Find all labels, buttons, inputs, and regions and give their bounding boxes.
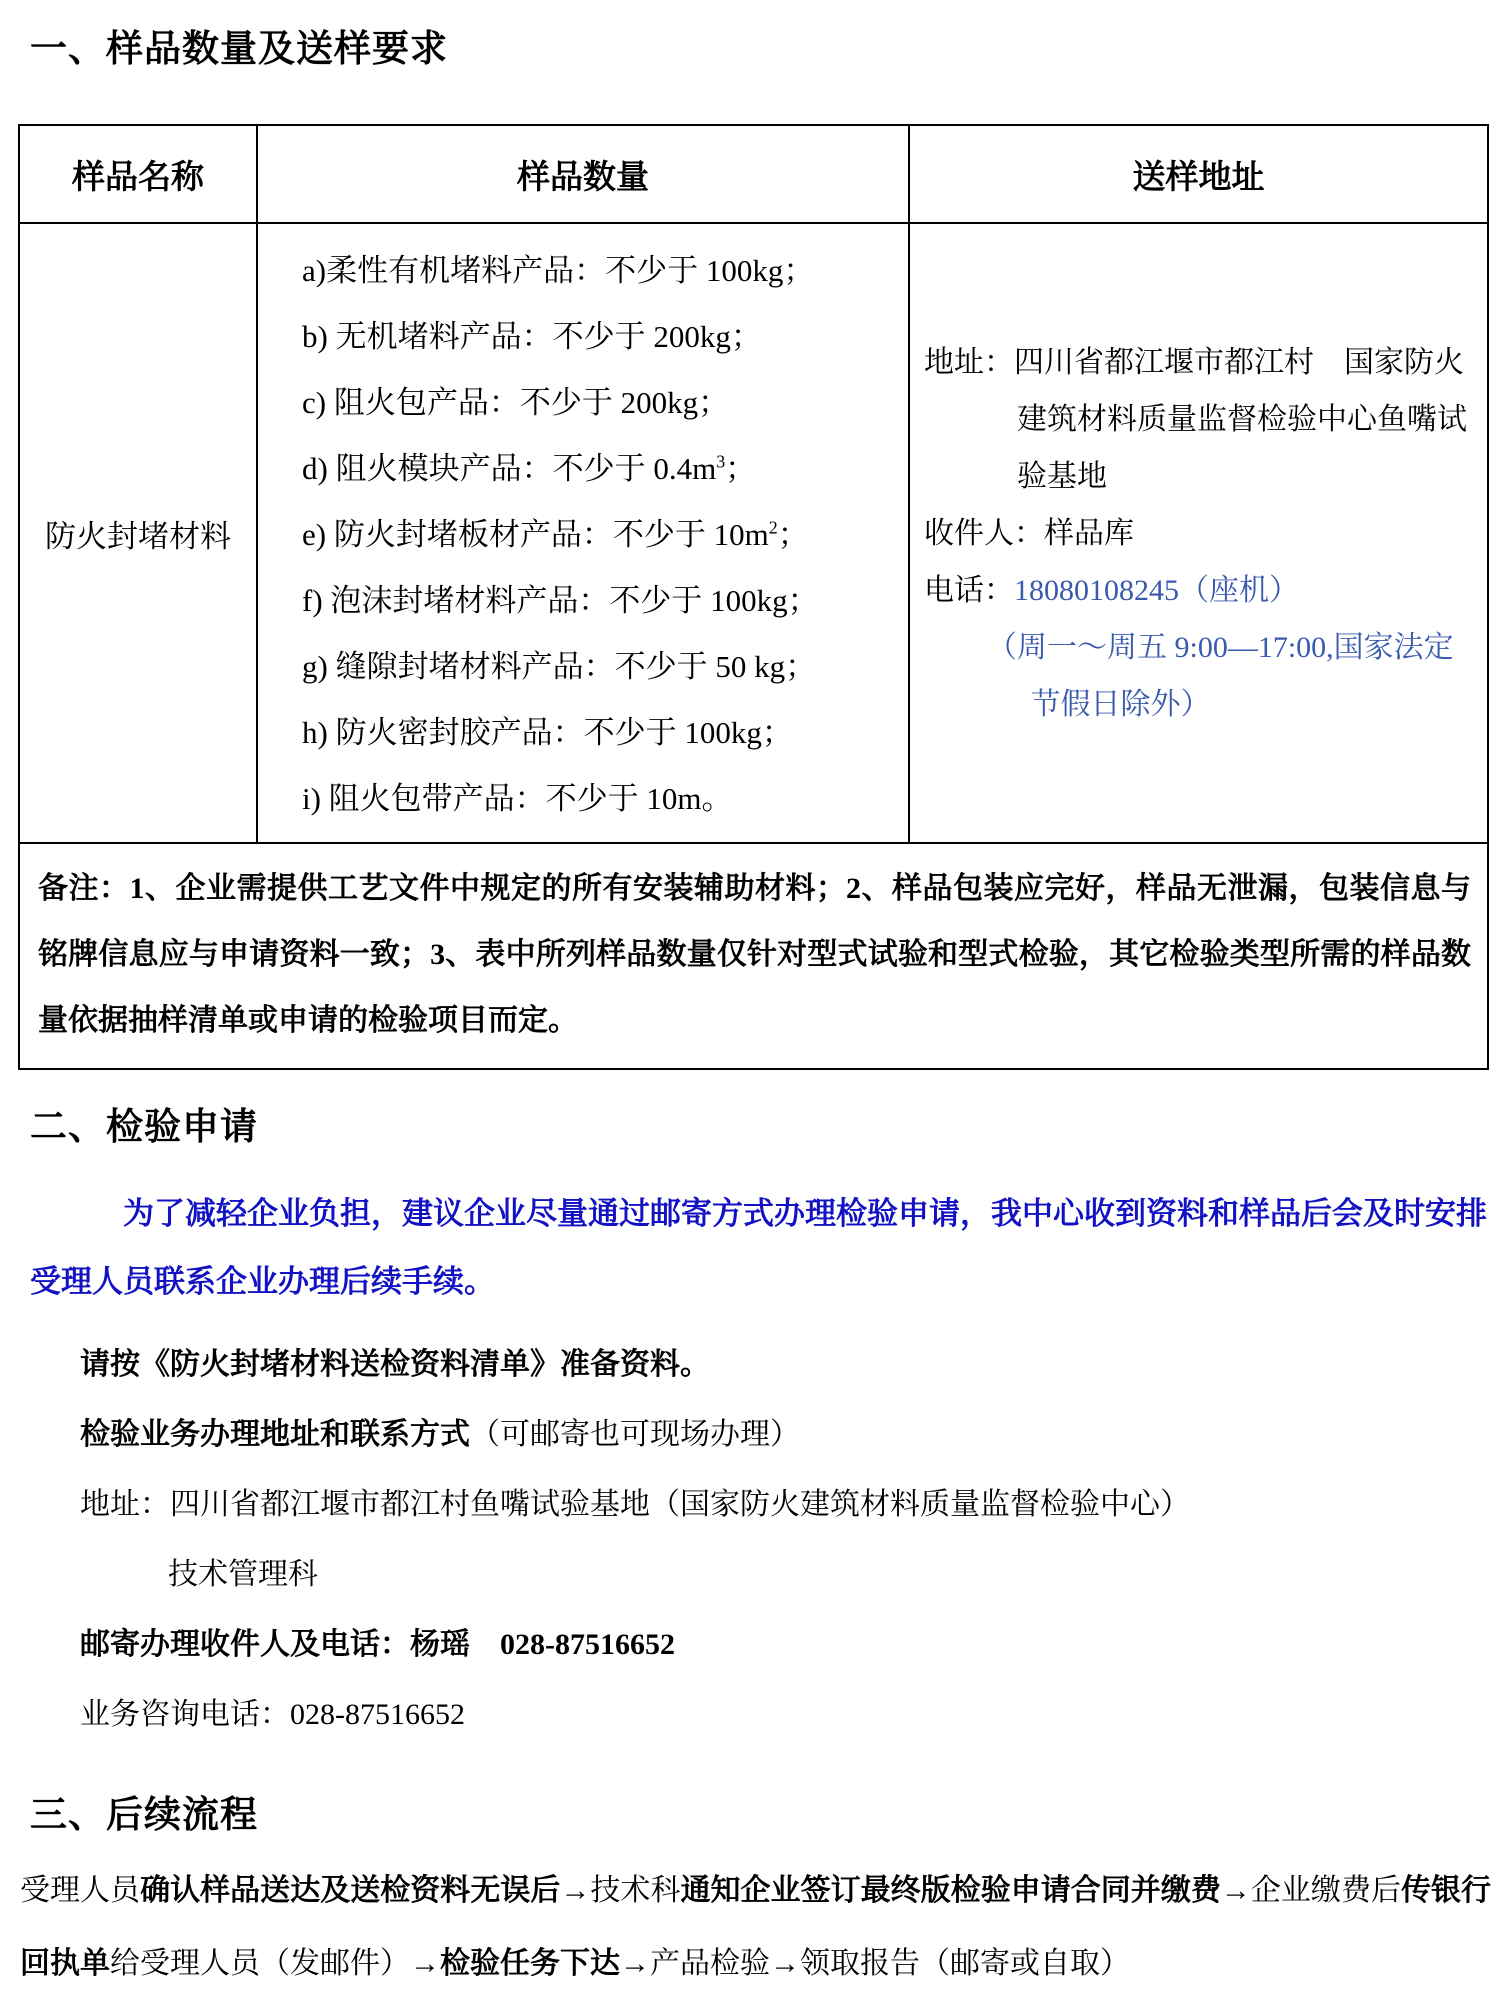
text-run: b) 无机堵料产品：不少于 200kg； xyxy=(302,319,762,354)
text-run: ； xyxy=(725,451,757,486)
quantity-item xyxy=(302,568,904,634)
text-run: 确认样品送达及送检资料无误后 xyxy=(140,1874,561,1907)
contact-line xyxy=(924,562,1475,619)
contact-blue-text-run: 18080108245（座机） xyxy=(1014,573,1299,607)
quantity-item xyxy=(302,304,904,370)
contact-line xyxy=(924,334,1475,505)
text-run: 传银行回执单 xyxy=(20,1874,1492,1980)
table-row xyxy=(19,223,1488,843)
contact-blue-text-run: （周一～周五 9:00—17:00,国家法定节假日除外） xyxy=(987,630,1454,721)
contact-line xyxy=(924,619,1475,733)
quantity-item xyxy=(302,238,904,304)
sample-quantity-cell xyxy=(257,223,909,843)
address-line-continued: 技术管理科 xyxy=(168,1558,318,1591)
text-run: 3 xyxy=(716,451,726,472)
text-run: 地址：四川省都江堰市都江村 国家防火建筑材料质量监督检验中心鱼嘴试验基地 xyxy=(924,345,1467,493)
text-run: 收件人：样品库 xyxy=(924,516,1134,550)
text-run: i) 阻火包带产品：不少于 10m。 xyxy=(302,781,733,816)
quantity-item xyxy=(302,700,904,766)
text-run: 2 xyxy=(768,517,778,538)
text-run: h) 防火密封胶产品：不少于 100kg； xyxy=(302,715,793,750)
text-run: →企业缴费后 xyxy=(1220,1874,1401,1907)
handling-address-paragraph xyxy=(80,1400,1491,1470)
contact-line xyxy=(924,505,1475,562)
col-header-sample-name: 样品名称 xyxy=(19,125,257,223)
quantity-item xyxy=(302,436,904,502)
delivery-address-cell xyxy=(909,223,1488,843)
sample-name-cell: 防火封堵材料 xyxy=(19,223,257,843)
text-run: 受理人员 xyxy=(20,1874,141,1907)
quantity-item xyxy=(302,766,904,832)
text-run: 电话： xyxy=(924,573,1014,607)
col-header-sample-quantity: 样品数量 xyxy=(257,125,909,223)
text-run: 检验业务办理地址和联系方式 xyxy=(80,1418,470,1451)
text-run: d) 阻火模块产品：不少于 0.4m xyxy=(302,451,717,486)
text-run: 通知企业签订最终版检验申请合同并缴费 xyxy=(680,1874,1221,1907)
section2-heading: 二、检验申请 xyxy=(30,1107,258,1148)
col-header-delivery-address: 送样地址 xyxy=(909,125,1488,223)
quantity-item xyxy=(302,370,904,436)
text-run: a)柔性有机堵料产品：不少于 100kg； xyxy=(302,253,815,288)
text-run: f) 泡沫封堵材料产品：不少于 100kg； xyxy=(302,583,819,618)
sample-requirements-table xyxy=(18,124,1489,1070)
text-run: g) 缝隙封堵材料产品：不少于 50 kg； xyxy=(302,649,817,684)
table-note-row xyxy=(19,843,1488,1069)
address-line: 地址：四川省都江堰市都江村鱼嘴试验基地（国家防火建筑材料质量监督检验中心） xyxy=(80,1488,1190,1521)
mail-recipient-phone-line: 邮寄办理收件人及电话：杨瑶 028-87516652 xyxy=(80,1628,675,1661)
quantity-item xyxy=(302,502,904,568)
business-consult-phone-line: 业务咨询电话：028-87516652 xyxy=(80,1698,465,1731)
section1-heading: 一、样品数量及送样要求 xyxy=(30,29,448,70)
prepare-materials-paragraph: 请按《防火封堵材料送检资料清单》准备资料。 xyxy=(80,1348,710,1381)
mailing-notice-paragraph: 为了减轻企业负担，建议企业尽量通过邮寄方式办理检验申请，我中心收到资料和样品后会及时安排受理人员联系企业办理后续手续。 xyxy=(30,1196,1487,1299)
text-run: c) 阻火包产品：不少于 200kg； xyxy=(302,385,730,420)
note-cell: 备注：1、企业需提供工艺文件中规定的所有安装辅助材料；2、样品包装应完好，样品无泄漏，包装信息与铭牌信息应与申请资料一致；3、表中所列样品数量仅针对型式试验和型式检验，其它检验类型所需的样品数量依据抽样清单或申请的检验项目而定。 xyxy=(19,843,1488,1069)
text-run: （可邮寄也可现场办理） xyxy=(470,1418,800,1451)
text-run: →产品检验→领取报告（邮寄或自取） xyxy=(620,1947,1130,1980)
text-run: 检验任务下达 xyxy=(440,1947,620,1980)
table-header-row xyxy=(19,125,1488,223)
follow-up-process-paragraph xyxy=(20,1854,1491,2000)
text-run: 给受理人员（发邮件）→ xyxy=(110,1947,440,1980)
section3-heading: 三、后续流程 xyxy=(30,1795,258,1836)
text-run: e) 防火封堵板材产品：不少于 10m xyxy=(302,517,769,552)
text-run: ； xyxy=(777,517,809,552)
quantity-item xyxy=(302,634,904,700)
text-run: →技术科 xyxy=(560,1874,681,1907)
